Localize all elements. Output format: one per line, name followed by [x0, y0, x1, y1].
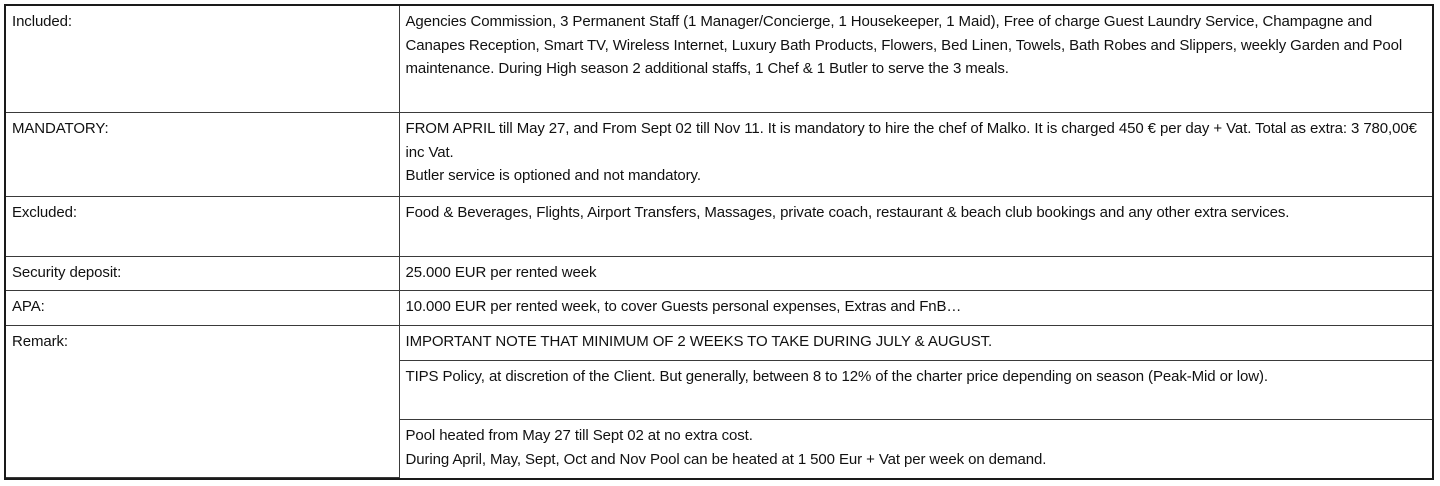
table-row-remark — [6, 326, 1432, 361]
row-value-apa: 10.000 EUR per rented week, to cover Guests personal expenses, Extras and FnB… — [399, 291, 1432, 326]
pool-heated-on-demand-text: During April, May, Sept, Oct and Nov Pool can be heated at 1 500 Eur + Vat per week on demand. — [405, 450, 1047, 468]
row-label-apa: APA: — [6, 291, 399, 326]
table-row-apa — [6, 291, 1432, 326]
row-value-mandatory — [399, 113, 1432, 197]
remark-minimum-weeks: IMPORTANT NOTE THAT MINIMUM OF 2 WEEKS TO TAKE DURING JULY & AUGUST. — [399, 326, 1432, 361]
row-label-remark: Remark: — [6, 326, 399, 478]
table-row-security-deposit — [6, 256, 1432, 291]
table-row-included — [6, 6, 1432, 113]
row-value-security-deposit: 25.000 EUR per rented week — [399, 256, 1432, 291]
terms-sheet — [4, 4, 1434, 480]
remark-pool-heating — [399, 420, 1432, 478]
mandatory-chef-text: FROM APRIL till May 27, and From Sept 02 till Nov 11. It is mandatory to hire the chef of Malko. It is charged 450 € per day + Vat. Total as extra: 3 780,00€ inc Vat. — [405, 120, 1417, 161]
row-value-included: Agencies Commission, 3 Permanent Staff (1 Manager/Concierge, 1 Housekeeper, 1 Maid), Free of charge Guest Laundry Service, Champagne and Canapes Reception, Smart TV, Wireless Internet, Luxury Bath Products, Flowers, Bed Linen, Towels, Bath Robes and Slippers, weekly Garden and Pool maintenance. During High season 2 additional staffs, 1 Chef & 1 Butler to serve the 3 meals. — [399, 6, 1432, 113]
row-label-security-deposit: Security deposit: — [6, 256, 399, 291]
pool-heated-free-text: Pool heated from May 27 till Sept 02 at no extra cost. — [405, 427, 753, 445]
row-value-excluded: Food & Beverages, Flights, Airport Transfers, Massages, private coach, restaurant & beach club bookings and any other extra services. — [399, 197, 1432, 256]
terms-table — [6, 6, 1432, 478]
row-label-excluded: Excluded: — [6, 197, 399, 256]
table-row-excluded — [6, 197, 1432, 256]
row-label-mandatory: MANDATORY: — [6, 113, 399, 197]
table-row-mandatory — [6, 113, 1432, 197]
row-label-included: Included: — [6, 6, 399, 113]
remark-tips-policy: TIPS Policy, at discretion of the Client. But generally, between 8 to 12% of the charter price depending on season (Peak-Mid or low). — [399, 360, 1432, 419]
mandatory-butler-text: Butler service is optioned and not mandatory. — [405, 167, 701, 185]
